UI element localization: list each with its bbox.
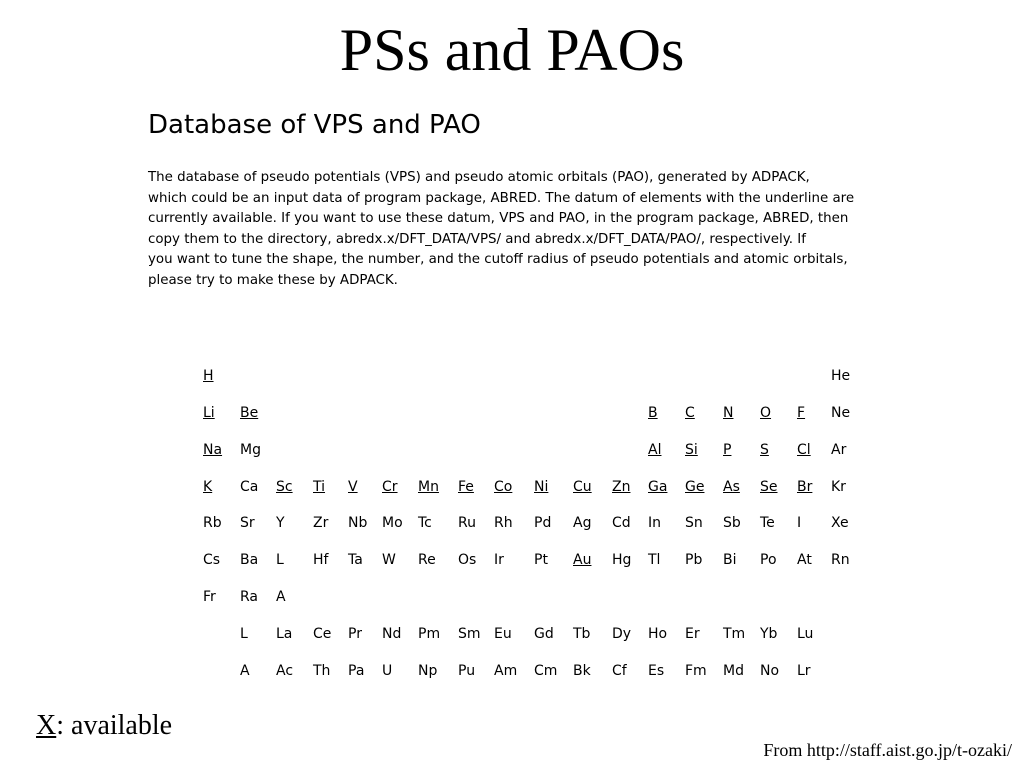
element-o[interactable]: O	[760, 405, 772, 421]
element-hg: Hg	[612, 552, 632, 568]
element-he: He	[831, 368, 851, 384]
element-pd: Pd	[534, 515, 552, 531]
element-lr: Lr	[797, 663, 811, 679]
element-md: Md	[723, 663, 744, 679]
element-f[interactable]: F	[797, 405, 806, 421]
element-ba: Ba	[240, 552, 259, 568]
element-l: L	[240, 626, 248, 642]
element-fr: Fr	[203, 589, 216, 605]
element-sr: Sr	[240, 515, 255, 531]
element-pr: Pr	[348, 626, 362, 642]
element-sb: Sb	[723, 515, 741, 531]
element-ra: Ra	[240, 589, 258, 605]
element-cu[interactable]: Cu	[573, 479, 592, 495]
database-heading: Database of VPS and PAO	[148, 110, 481, 140]
element-ti[interactable]: Ti	[313, 479, 326, 495]
element-np: Np	[418, 663, 438, 679]
element-pu: Pu	[458, 663, 476, 679]
element-a: A	[240, 663, 250, 679]
element-s[interactable]: S	[760, 442, 769, 458]
element-nb: Nb	[348, 515, 368, 531]
database-description	[148, 168, 928, 292]
element-mo: Mo	[382, 515, 403, 531]
legend-symbol: X	[36, 710, 57, 741]
legend	[36, 708, 172, 744]
element-sm: Sm	[458, 626, 481, 642]
element-a: A	[276, 589, 286, 605]
element-at: At	[797, 552, 812, 568]
element-ac: Ac	[276, 663, 294, 679]
element-ho: Ho	[648, 626, 668, 642]
element-tb: Tb	[573, 626, 591, 642]
element-n[interactable]: N	[723, 405, 734, 421]
element-b[interactable]: B	[648, 405, 658, 421]
element-te: Te	[760, 515, 775, 531]
element-al[interactable]: Al	[648, 442, 662, 458]
element-cl[interactable]: Cl	[797, 442, 811, 458]
element-tc: Tc	[418, 515, 432, 531]
element-ne: Ne	[831, 405, 851, 421]
element-gd: Gd	[534, 626, 554, 642]
element-ag: Ag	[573, 515, 592, 531]
element-mg: Mg	[240, 442, 261, 458]
element-th: Th	[313, 663, 331, 679]
element-nd: Nd	[382, 626, 402, 642]
description-line: The database of pseudo potentials (VPS) and pseudo atomic orbitals (PAO), generated by ADPACK,	[148, 170, 810, 185]
element-c[interactable]: C	[685, 405, 695, 421]
element-cm: Cm	[534, 663, 558, 679]
description-line: you want to tune the shape, the number, and the cutoff radius of pseudo potentials and atomic orbitals,	[148, 252, 848, 268]
description-line: currently available. If you want to use these datum, VPS and PAO, in the program package, ABRED, then	[148, 211, 849, 227]
element-fe[interactable]: Fe	[458, 479, 474, 495]
element-po: Po	[760, 552, 777, 568]
element-zn[interactable]: Zn	[612, 479, 631, 495]
element-cf: Cf	[612, 663, 627, 679]
element-pa: Pa	[348, 663, 365, 679]
element-mn[interactable]: Mn	[418, 479, 439, 495]
element-hf: Hf	[313, 552, 329, 568]
element-as[interactable]: As	[723, 479, 740, 495]
element-h[interactable]: H	[203, 368, 214, 384]
element-kr: Kr	[831, 479, 846, 495]
element-lu: Lu	[797, 626, 814, 642]
element-la: La	[276, 626, 293, 642]
element-tl: Tl	[648, 552, 661, 568]
element-rn: Rn	[831, 552, 850, 568]
element-bk: Bk	[573, 663, 591, 679]
element-cs: Cs	[203, 552, 221, 568]
element-be[interactable]: Be	[240, 405, 259, 421]
element-no: No	[760, 663, 780, 679]
description-line: copy them to the directory, abredx.x/DFT_DATA/VPS/ and abredx.x/DFT_DATA/PAO/, respectively. If	[148, 231, 806, 247]
element-sn: Sn	[685, 515, 703, 531]
element-i: I	[797, 515, 802, 531]
element-p[interactable]: P	[723, 442, 732, 458]
element-u: U	[382, 663, 393, 679]
element-ce: Ce	[313, 626, 332, 642]
element-rb: Rb	[203, 515, 222, 531]
element-cr[interactable]: Cr	[382, 479, 398, 495]
description-line: please try to make these by ADPACK.	[148, 272, 398, 288]
element-os: Os	[458, 552, 477, 568]
element-si[interactable]: Si	[685, 442, 698, 458]
element-zr: Zr	[313, 515, 329, 531]
element-se[interactable]: Se	[760, 479, 778, 495]
element-er: Er	[685, 626, 700, 642]
element-l: L	[276, 552, 284, 568]
element-au[interactable]: Au	[573, 552, 592, 568]
element-li[interactable]: Li	[203, 405, 215, 421]
element-pm: Pm	[418, 626, 441, 642]
element-in: In	[648, 515, 662, 531]
element-sc[interactable]: Sc	[276, 479, 293, 495]
element-pb: Pb	[685, 552, 703, 568]
element-ir: Ir	[494, 552, 504, 568]
element-na[interactable]: Na	[203, 442, 223, 458]
slide-title: PSs and PAOs	[339, 17, 685, 83]
element-am: Am	[494, 663, 518, 679]
element-v[interactable]: V	[348, 479, 358, 495]
element-ca: Ca	[240, 479, 259, 495]
element-rh: Rh	[494, 515, 513, 531]
element-ga[interactable]: Ga	[648, 479, 668, 495]
element-ar: Ar	[831, 442, 847, 458]
description-line: which could be an input data of program package, ABRED. The datum of elements with the underline are	[148, 190, 855, 206]
source-citation: From http://staff.aist.go.jp/t-ozaki/	[763, 740, 1012, 760]
element-cd: Cd	[612, 515, 631, 531]
element-es: Es	[648, 663, 665, 679]
element-w: W	[382, 552, 396, 568]
element-ta: Ta	[348, 552, 363, 568]
element-eu: Eu	[494, 626, 512, 642]
legend-text: : available	[56, 710, 173, 741]
element-xe: Xe	[831, 515, 849, 531]
element-y: Y	[276, 515, 285, 531]
element-dy: Dy	[612, 626, 632, 642]
element-br[interactable]: Br	[797, 479, 813, 495]
element-ru: Ru	[458, 515, 476, 531]
element-fm: Fm	[685, 663, 707, 679]
element-bi: Bi	[723, 552, 737, 568]
element-re: Re	[418, 552, 436, 568]
element-ni[interactable]: Ni	[534, 479, 549, 495]
element-k[interactable]: K	[203, 479, 213, 495]
element-pt: Pt	[534, 552, 548, 568]
element-tm: Tm	[723, 626, 746, 642]
element-ge[interactable]: Ge	[685, 479, 705, 495]
element-yb: Yb	[760, 626, 778, 642]
element-co[interactable]: Co	[494, 479, 513, 495]
